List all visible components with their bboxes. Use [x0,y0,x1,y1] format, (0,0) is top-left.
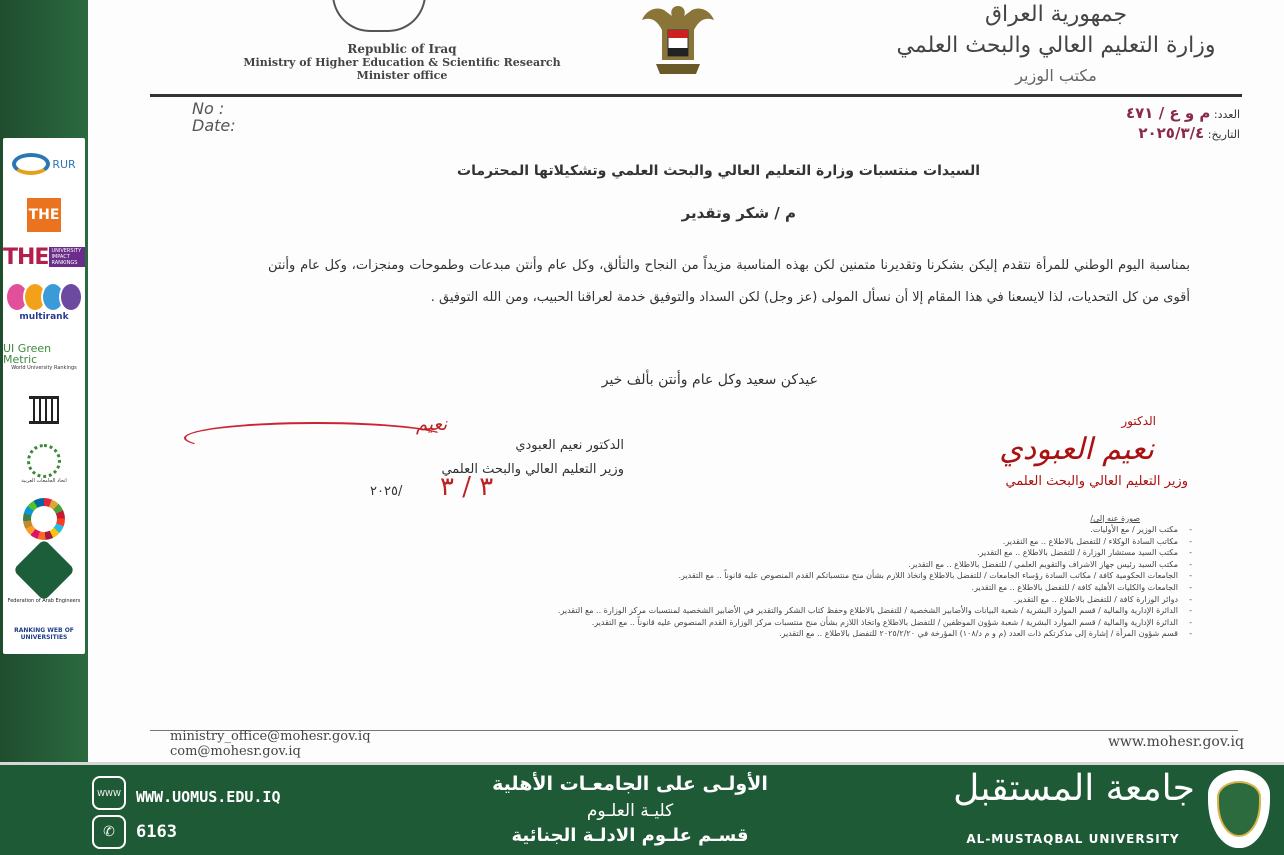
university-name-english: AL-MUSTAQBAL UNIVERSITY [966,832,1180,846]
list-item: - الدائرة الإدارية والمالية / قسم الموارد البشرية / شعبة شؤون الموظفين / للتفضل بالاطلاع واتخاذ اللازم بشأن منح منتسبات مركز الوزارة القدم المنصوص عليه قانوناً .. مع التقدير. [270,617,1192,629]
ranking-sidebar [3,138,85,654]
email-link[interactable]: com@mohesr.gov.iq [170,744,301,759]
list-item: - الجامعات والكليات الأهلية كافة / للتفضل بالاطلاع .. مع التقدير. [270,582,1192,594]
list-item: - قسم شؤون المرأة / إشارة إلى مذكرتكم ذات العدد (م و م د/١٠٨) المؤرخة في ٢٠٢٥/٢/٢٠ للتفضل بالاطلاع .. مع التقدير. [270,628,1192,640]
letterhead-english: Republic of Iraq Ministry of Higher Education & Scientific Research Minister office [243,42,561,82]
university-name-arabic: جامعة المستقبل [953,768,1195,809]
list-item: - دوائر الوزارة كافة / للتفضل بالاطلاع .. مع التقدير. [270,594,1192,606]
ranking-tagline: الأولـى على الجامعـات الأهلية [492,773,768,795]
printed-signature-block: نعيم الدكتور نعيم العبودي وزير التعليم العالي والبحث العلمي ٢٠٢٥/ ٣ / ٣ [184,414,624,514]
letter-document [92,0,1284,762]
ref-arabic: العدد: م و ع / ٤٧١ التاريخ: ٢٠٢٥/٣/٤ [1126,104,1240,142]
cc-list [270,524,1192,640]
circles-icon [5,282,83,312]
college-name: كليـة العلـوم [586,801,674,821]
department-name: قسـم علـوم الادلـة الجنائية [511,825,749,846]
globe-icon [12,153,50,175]
list-item: - مكتب السيد مستشار الوزارة / للتفضل بالاطلاع .. مع التقدير. [270,547,1192,559]
emblem-icon [13,539,75,601]
ministry-seal-icon [332,0,426,32]
university-url[interactable]: WWW.UOMUS.EDU.IQ [136,788,281,806]
pillars-logo [3,392,85,428]
ref-labels-english: No : Date: [192,99,236,135]
letterhead-arabic: جمهورية العراق وزارة التعليم العالي والبحث العلمي مكتب الوزير [896,2,1216,85]
list-item: - مكتب السيد رئيس جهاز الاشراف والتقويم العلمي / للتفضل بالاطلاع .. مع التقدير. [270,559,1192,571]
sdg-logo [3,496,85,542]
arab-engineers-logo: Federation of Arab Engineers [3,548,85,604]
wreath-icon [27,444,61,478]
globe-icon: WWW [92,776,126,810]
pillars-icon [29,396,59,424]
handwritten-signature: الدكتور نعيم العبودي وزير التعليم العالي والبحث العلمي [999,414,1188,489]
multirank-logo: multirank [3,280,85,324]
footer-website[interactable]: www.mohesr.gov.iq [1107,734,1244,750]
list-item: - الدائرة الإدارية والمالية / قسم الموارد البشرية / شعبة البيانات والأضابير الشخصية / للتفضل بالاطلاع وحفظ كتاب الشكر والتقدير في الأضابير الشخصية لمنتسبات مركز الوزارة .. مع التقدير. [270,605,1192,617]
footer-emails [170,729,371,759]
email-link[interactable]: ministry_office@mohesr.gov.iq [170,729,371,744]
sdg-wheel-icon [23,498,65,540]
subject: م / شكر وتقدير [681,204,796,222]
addressee: السيدات منتسبات وزارة التعليم العالي والبحث العلمي وتشكيلاتها المحترمات [457,163,980,179]
list-item: - الجامعات الحكومية كافة / مكاتب السادة رؤساء الجامعات / للتفضل بالاطلاع واتخاذ اللازم بشأن منح منتسباتكم القدم المنصوص عليه قانوناً .. مع التقدير. [270,570,1192,582]
arab-universities-logo: اتحاد الجامعات العربية [3,438,85,490]
signature-stroke [184,422,448,454]
greenmetric-logo: UI Green Metric World University Rankings [3,342,77,371]
university-phone: 6163 [136,822,177,842]
iraq-eagle-emblem-icon [638,0,718,82]
letter-body: بمناسبة اليوم الوطني للمرأة نتقدم إليكن بشكرنا وتقديرنا متمنين لكن بهذه المناسبة مزيداً من النجاح والتألق، وكل عام وأنتن مبدعات وطموحات ومنجزات، وكل عام وأنتن أقوى من كل التحديات، لذا لايسعنا في هذا المقام إلا أن نسأل المولى (عز وجل) لكن السداد والتوفيق خدمة لعراقنا الحبيب، ومن الله التوفيق . [268,258,1190,305]
list-item: - مكتب الوزير / مع الأوليات. [270,524,1192,536]
the-impact-logo: THE UNIVERSITY IMPACT RANKINGS [3,242,85,272]
header-divider [150,94,1242,97]
the-logo: THE [3,196,85,234]
rur-logo: RUR [3,144,85,184]
phone-icon: ✆ [92,815,126,849]
cc-title: صورة عنه إلى/ [1090,514,1140,523]
webometrics-logo: RANKING WEB OF UNIVERSITIES [14,627,74,641]
closing-line: عيدكن سعيد وكل عام وأنتن بألف خير [601,372,818,388]
list-item: - مكاتب السادة الوكلاء / للتفضل بالاطلاع .. مع التقدير. [270,536,1192,548]
